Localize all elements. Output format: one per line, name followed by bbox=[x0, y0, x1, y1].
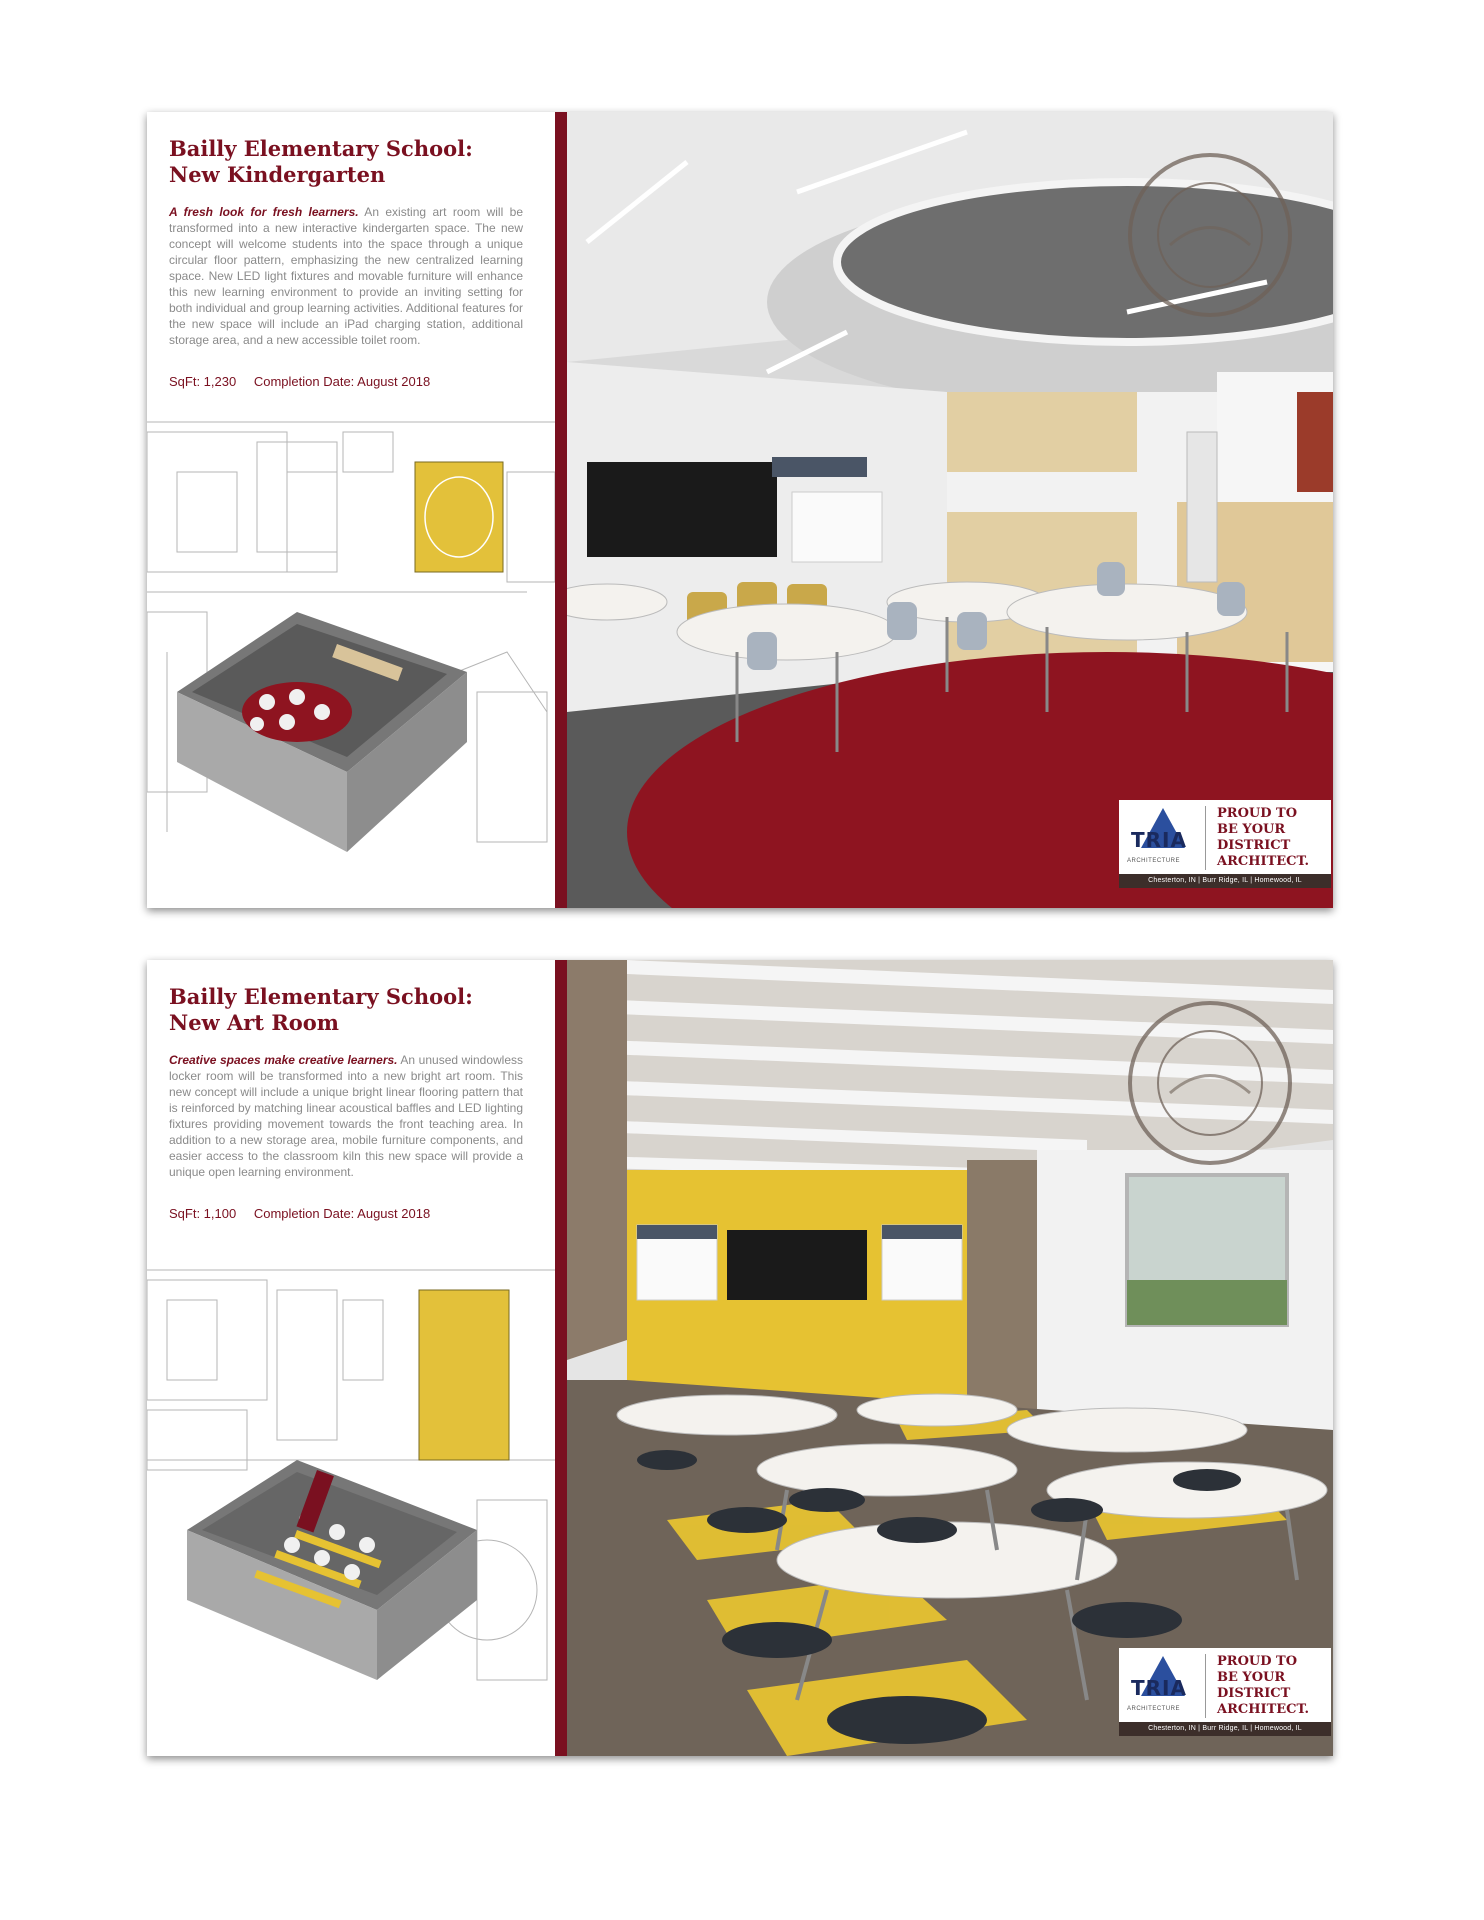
tagline-line-4: ARCHITECT. bbox=[1217, 854, 1310, 869]
isometric-room-model bbox=[187, 1460, 477, 1680]
square-footage: SqFt: 1,100 bbox=[169, 1206, 237, 1221]
title-line-2: New Art Room bbox=[169, 1010, 339, 1035]
tria-subtitle: ARCHITECTURE bbox=[1127, 858, 1181, 864]
logo-separator bbox=[1205, 806, 1206, 870]
tagline-line-4: ARCHITECT. bbox=[1217, 1702, 1310, 1717]
info-panel bbox=[147, 112, 555, 908]
title-line-1: Bailly Elementary School: bbox=[169, 984, 473, 1009]
office-locations: Chesterton, IN | Burr Ridge, IL | Homewood, IL bbox=[1119, 1722, 1331, 1736]
title-line-2: New Kindergarten bbox=[169, 162, 386, 187]
tria-logo-block bbox=[1119, 1648, 1331, 1736]
lead-sentence: Creative spaces make creative learners. bbox=[169, 1053, 398, 1067]
project-title bbox=[169, 136, 539, 188]
duneland-seal bbox=[1125, 150, 1295, 320]
tria-wordmark: TRIA bbox=[1131, 1676, 1187, 1700]
project-stats bbox=[169, 1206, 444, 1221]
project-card-art-room bbox=[147, 960, 1333, 1756]
project-description bbox=[169, 1052, 523, 1180]
tria-logo-block bbox=[1119, 800, 1331, 888]
project-title bbox=[169, 984, 539, 1036]
info-panel bbox=[147, 960, 555, 1756]
tagline-line-3: DISTRICT bbox=[1217, 1686, 1291, 1701]
square-footage: SqFt: 1,230 bbox=[169, 374, 237, 389]
project-description bbox=[169, 204, 523, 348]
maroon-divider bbox=[555, 960, 567, 1756]
description-body: An existing art room will be transformed into a new interactive kindergarten space. The new concept will welcome students into the space through a unique circular floor pattern, emphasizing the new centralized learning space. New LED light fixtures and movable furniture will enhance this new learning environment to provide an inviting setting for both individual and group learning activities. Additional features for the new space will include an iPad charging station, additional storage area, and a new accessible toilet room. bbox=[169, 205, 523, 347]
tagline-line-2: BE YOUR bbox=[1217, 822, 1286, 837]
floor-plan-illustration bbox=[147, 1260, 555, 1756]
duneland-seal bbox=[1125, 998, 1295, 1168]
tagline-line-1: PROUD TO bbox=[1217, 806, 1298, 821]
tria-subtitle: ARCHITECTURE bbox=[1127, 1706, 1181, 1712]
tagline bbox=[1217, 1654, 1309, 1718]
title-line-1: Bailly Elementary School: bbox=[169, 136, 473, 161]
office-locations: Chesterton, IN | Burr Ridge, IL | Homewood, IL bbox=[1119, 874, 1331, 888]
tagline-line-2: BE YOUR bbox=[1217, 1670, 1286, 1685]
floor-plan-illustration bbox=[147, 412, 555, 908]
description-body: An unused windowless locker room will be transformed into a new bright art room. This new concept will include a unique bright linear flooring pattern that is reinforced by matching linear acoustical baffles and LED lighting fixtures providing movement towards the front teaching area. In addition to a new storage area, mobile furniture components, and easier access to the classroom kiln this new space will provide a unique open learning environment. bbox=[169, 1053, 523, 1179]
tria-wordmark: TRIA bbox=[1131, 828, 1187, 852]
project-card-kindergarten bbox=[147, 112, 1333, 908]
maroon-divider bbox=[555, 112, 567, 908]
project-stats bbox=[169, 374, 444, 389]
completion-date: Completion Date: August 2018 bbox=[253, 374, 431, 389]
tagline bbox=[1217, 806, 1309, 870]
tagline-line-3: DISTRICT bbox=[1217, 838, 1291, 853]
tagline-line-1: PROUD TO bbox=[1217, 1654, 1298, 1669]
kindergarten-rendering bbox=[567, 112, 1333, 908]
logo-separator bbox=[1205, 1654, 1206, 1718]
lead-sentence: A fresh look for fresh learners. bbox=[169, 205, 359, 219]
art-room-rendering bbox=[567, 960, 1333, 1756]
isometric-room-model bbox=[177, 612, 467, 852]
completion-date: Completion Date: August 2018 bbox=[253, 1206, 431, 1221]
